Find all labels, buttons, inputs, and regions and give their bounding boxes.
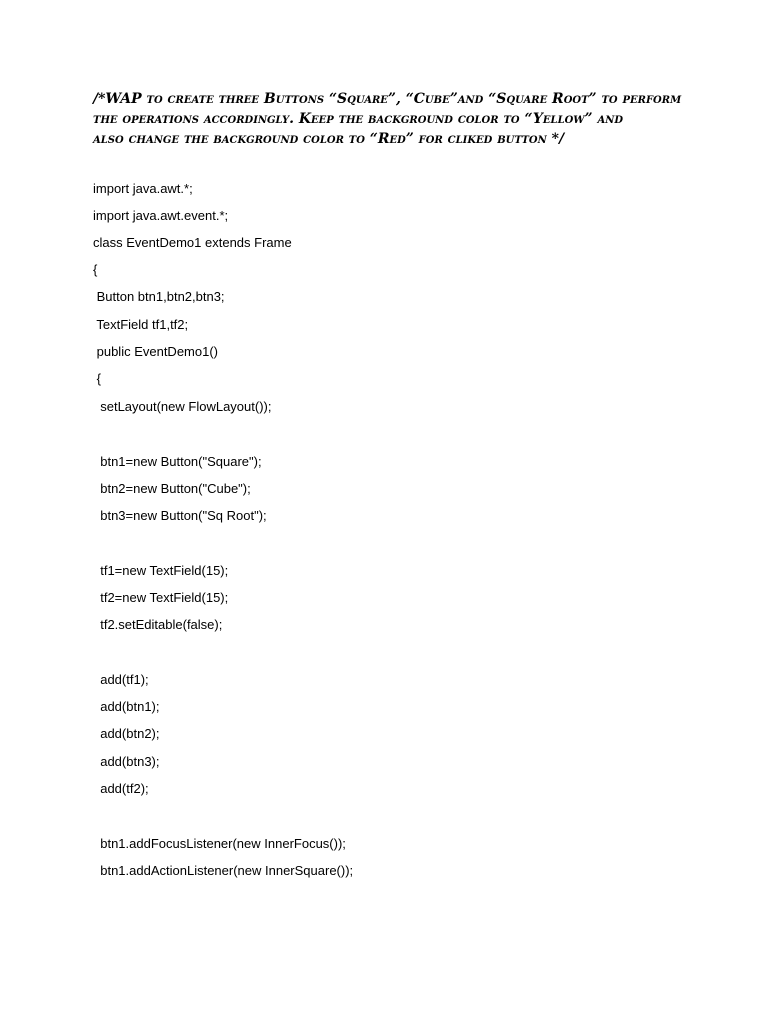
code-line: add(tf1); [93, 672, 149, 687]
code-line: Button btn1,btn2,btn3; [93, 289, 225, 304]
code-line: tf2.setEditable(false); [93, 617, 223, 632]
code-line: public EventDemo1() [93, 344, 218, 359]
assignment-heading [93, 89, 693, 149]
code-line: add(btn2); [93, 726, 160, 741]
code-line: { [93, 371, 101, 386]
code-line: btn3=new Button("Sq Root"); [93, 508, 267, 523]
heading-line: /*WAP to create three Buttons “Square”, “Cube”and “Square Root” to perform [93, 91, 682, 107]
code-line: setLayout(new FlowLayout()); [93, 399, 272, 414]
code-line: tf2=new TextField(15); [93, 590, 229, 605]
code-line: import java.awt.*; [93, 181, 193, 196]
code-line: tf1=new TextField(15); [93, 563, 229, 578]
code-line: btn1.addActionListener(new InnerSquare()); [93, 863, 354, 878]
heading-line: also change the background color to “Red” for cliked button */ [93, 131, 565, 147]
heading-line: the operations accordingly. Keep the background color to “Yellow” and [93, 111, 624, 127]
code-line: { [93, 262, 98, 277]
code-line: add(tf2); [93, 781, 149, 796]
code-line: class EventDemo1 extends Frame [93, 235, 292, 250]
code-line: add(btn3); [93, 754, 160, 769]
code-line: btn1=new Button("Square"); [93, 454, 262, 469]
code-line: add(btn1); [93, 699, 160, 714]
code-line: TextField tf1,tf2; [93, 317, 189, 332]
code-line: import java.awt.event.*; [93, 208, 229, 223]
code-line: btn1.addFocusListener(new InnerFocus()); [93, 836, 346, 851]
code-line: btn2=new Button("Cube"); [93, 481, 251, 496]
